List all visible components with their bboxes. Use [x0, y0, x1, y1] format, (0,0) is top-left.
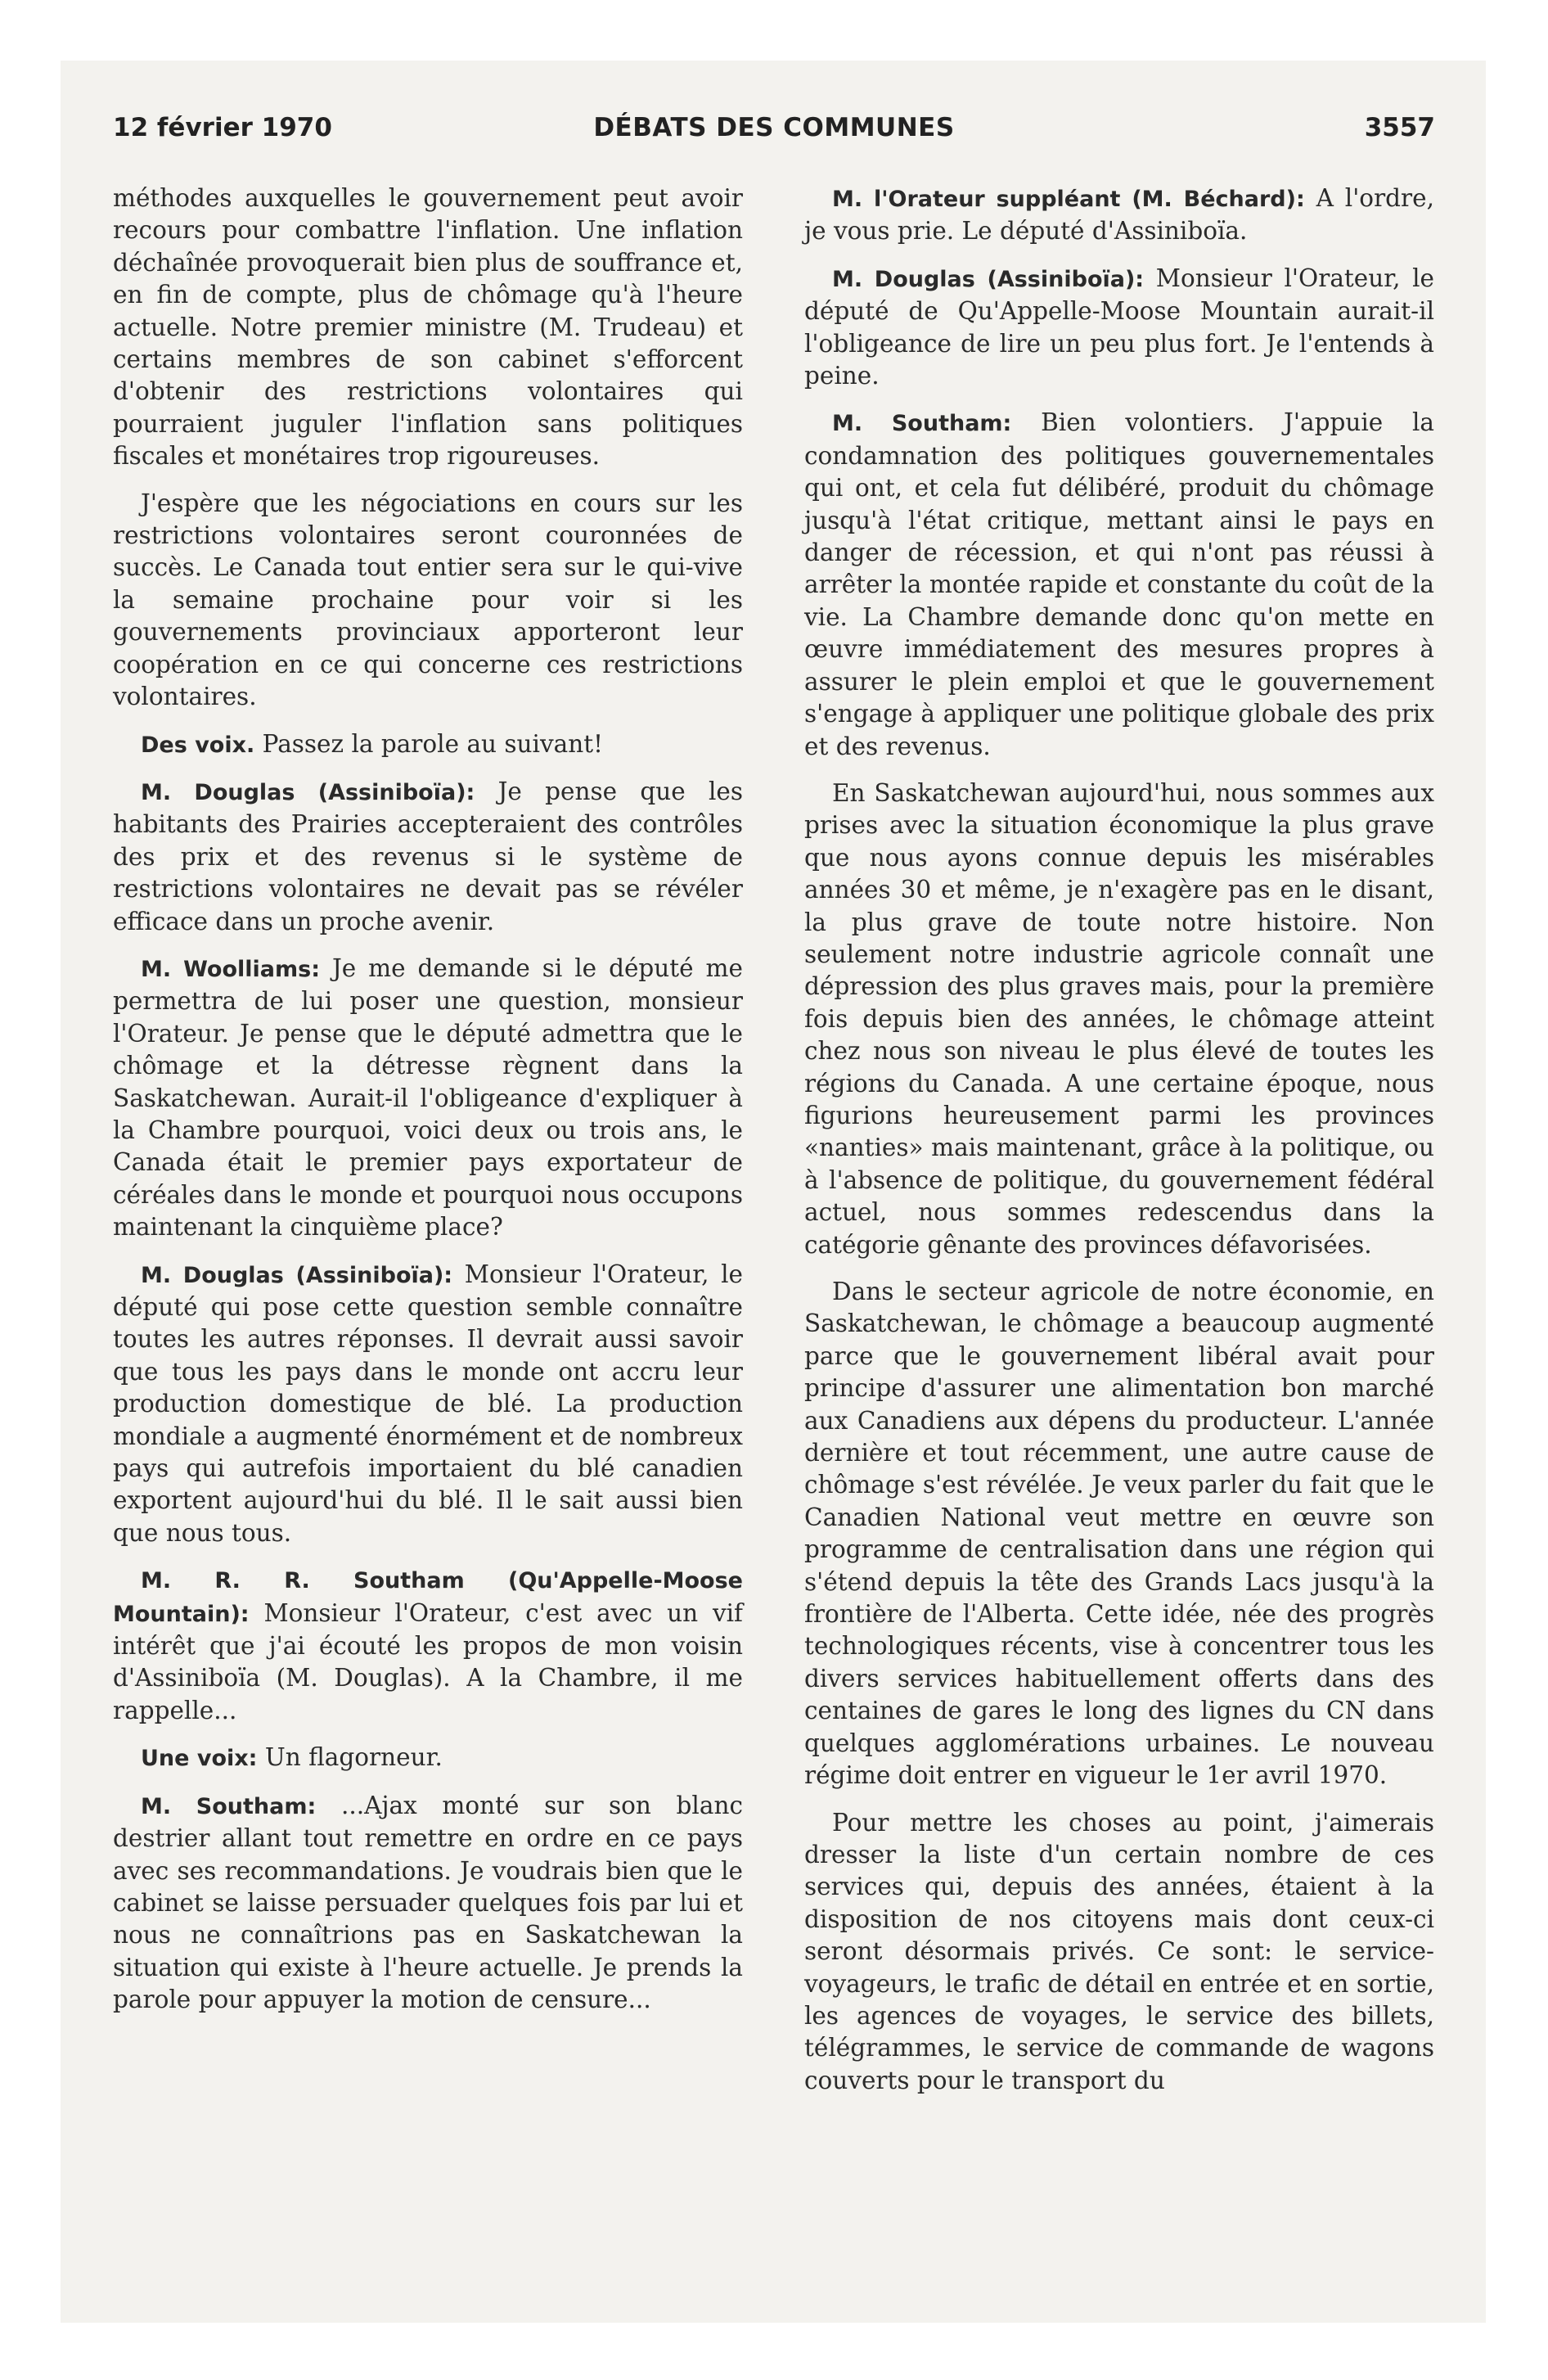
speech-paragraph: [113, 1564, 743, 1727]
speaker-name: M. Douglas (Assiniboïa):: [141, 1262, 453, 1288]
header-date: 12 février 1970: [113, 113, 332, 142]
speaker-name: Une voix:: [141, 1746, 258, 1772]
speech-text: Passez la parole au suivant!: [262, 729, 603, 758]
page-header: [113, 113, 1435, 154]
paragraph-text: Pour mettre les choses au point, j'aimerais dresser la liste d'un certain nombre de ces services qui, depuis des années, étaient à la disposition de nos citoyens mais dont ceux-ci seront désormais privés. Ce sont: le service-voyageurs, le trafic de détail en entrée et en sortie, les agences de voyages, le service des billets, télégrammes, le service de commande de wagons couverts pour le transport du: [804, 1808, 1434, 2094]
speech-text: Bien volontiers. J'appuie la condamnation des politiques gouvernementales qui ont, et cela fut délibéré, produit du chômage jusqu'à l'état critique, mettant ainsi le pays en danger de récession, et qui n'ont pas réussi à arrêter la montée rapide et constante du coût de la vie. La Chambre demande donc qu'on mette en œuvre immédiatement des mesures propres à assurer le plein emploi et que le gouvernement s'engage à appliquer une politique globale des prix et des revenus.: [804, 408, 1434, 760]
speech-paragraph: [113, 1742, 743, 1774]
paragraph: [804, 1807, 1434, 2098]
speech-text: Monsieur l'Orateur, le député de Qu'Appelle-Moose Mountain aurait-il l'obligeance de lire un peu plus fort. Je l'entends à peine.: [804, 264, 1434, 390]
paragraph: [804, 1276, 1434, 1792]
paragraph: [113, 183, 743, 473]
speech-paragraph: [804, 263, 1434, 393]
paragraph-text: En Saskatchewan aujourd'hui, nous sommes aux prises avec la situation économique la plus grave que nous ayons connue depuis les misérables années 30 et même, je n'exagère pas en le disant, la plus grave de toute notre histoire. Non seulement notre industrie agricole connaît une dépression des plus graves mais, pour la première fois depuis bien des années, le chômage atteint chez nous son niveau le plus élevé de toutes les régions du Canada. A une certaine époque, nous figurions heureusement parmi les provinces «nanties» mais maintenant, grâce à la politique, ou à l'absence de politique, du gouvernement fédéral actuel, nous sommes redescendus dans la catégorie gênante des provinces défavorisées.: [804, 778, 1434, 1259]
paragraph-text: méthodes auxquelles le gouvernement peut avoir recours pour combattre l'inflation. Une inflation déchaînée provoquerait bien plus de souffrance et, en fin de compte, plus de chômage qu'à l'heure actuelle. Notre premier ministre (M. Trudeau) et certains membres de son cabinet s'efforcent d'obtenir des restrictions volontaires qui pourraient juguler l'inflation sans politiques fiscales et monétaires trop rigoureuses.: [113, 184, 743, 471]
speech-paragraph: [113, 776, 743, 938]
speech-text: A l'ordre, je vous prie. Le député d'Assiniboïa.: [804, 184, 1434, 246]
speech-paragraph: [113, 728, 743, 761]
speaker-name: M. Douglas (Assiniboïa):: [141, 779, 475, 805]
speech-paragraph: [113, 1259, 743, 1550]
header-title: DÉBATS DES COMMUNES: [593, 113, 955, 142]
speaker-name: M. R. R. Southam (Qu'Appelle-Moose Mountain):: [113, 1568, 743, 1627]
speaker-name: M. Woolliams:: [141, 956, 320, 982]
speech-paragraph: [804, 407, 1434, 762]
speech-paragraph: [113, 1790, 743, 2017]
paragraph-text: J'espère que les négociations en cours sur les restrictions volontaires seront couronnées de succès. Le Canada tout entier sera sur le qui-vive la semaine prochaine pour voir si les gouvernements provinciaux apporteront leur coopération en ce qui concerne ces restrictions volontaires.: [113, 489, 743, 711]
paragraph: [113, 488, 743, 714]
speaker-name: Des voix.: [141, 732, 255, 758]
speech-text: Monsieur l'Orateur, le député qui pose cette question semble connaître toutes les autres réponses. Il devrait aussi savoir que tous les pays dans le monde ont accru leur production domestique de blé. La production mondiale a augmenté énormément et de nombreux pays qui autrefois importaient du blé canadien exportent aujourd'hui du blé. Il le sait aussi bien que nous tous.: [113, 1260, 743, 1547]
speech-text: Un flagorneur.: [264, 1743, 443, 1772]
speaker-name: M. l'Orateur suppléant (M. Béchard):: [832, 187, 1305, 212]
header-page-number: 3557: [1364, 113, 1435, 142]
speaker-name: M. Douglas (Assiniboïa):: [832, 266, 1145, 292]
paragraph: [804, 778, 1434, 1261]
right-column: [804, 183, 1434, 2112]
speech-paragraph: [804, 183, 1434, 248]
speech-text: Je me demande si le député me permettra de lui poser une question, monsieur l'Orateur. Je pense que le député admettra que le chômage et la détresse règnent dans la Saskatchewan. Aurait-il l'obligeance d'expliquer à la Chambre pourquoi, voici deux ou trois ans, le Canada était le premier pays exportateur de céréales dans le monde et pourquoi nous occupons maintenant la cinquième place?: [113, 953, 743, 1242]
paragraph-text: Dans le secteur agricole de notre économie, en Saskatchewan, le chômage a beaucoup augmenté parce que le gouvernement libéral avait pour principe d'assurer une alimentation bon marché aux Canadiens aux dépens du producteur. L'année dernière et tout récemment, une autre cause de chômage s'est révélée. Je veux parler du fait que le Canadien National veut mettre en œuvre son programme de centralisation dans une région qui s'étend depuis la tête des Grands Lacs jusqu'à la frontière de l'Alberta. Cette idée, née des progrès technologiques récents, vise à concentrer tous les divers services habituellement offerts dans des centaines de gares le long des lignes du CN dans quelques agglomérations urbaines. Le nouveau régime doit entrer en vigueur le 1er avril 1970.: [804, 1278, 1434, 1790]
speech-paragraph: [113, 953, 743, 1244]
speech-text: ...Ajax monté sur son blanc destrier allant tout remettre en ordre en ce pays avec ses recommandations. Je voudrais bien que le cabinet se laisse persuader quelques fois par lui et nous ne connaîtrions pas en Saskatchewan la situation qui existe à l'heure actuelle. Je prends la parole pour appuyer la motion de censure...: [113, 1791, 743, 2014]
left-column: [113, 183, 743, 2031]
speech-text: Monsieur l'Orateur, c'est avec un vif intérêt que j'ai écouté les propos de mon voisin d'Assiniboïa (M. Douglas). A la Chambre, il me rappelle...: [113, 1598, 743, 1724]
speaker-name: M. Southam:: [832, 411, 1012, 437]
speech-text: Je pense que les habitants des Prairies accepteraient des contrôles des prix et des revenus si le système de restrictions volontaires ne devait pas se révéler efficace dans un proche avenir.: [113, 777, 743, 935]
speaker-name: M. Southam:: [141, 1793, 317, 1819]
